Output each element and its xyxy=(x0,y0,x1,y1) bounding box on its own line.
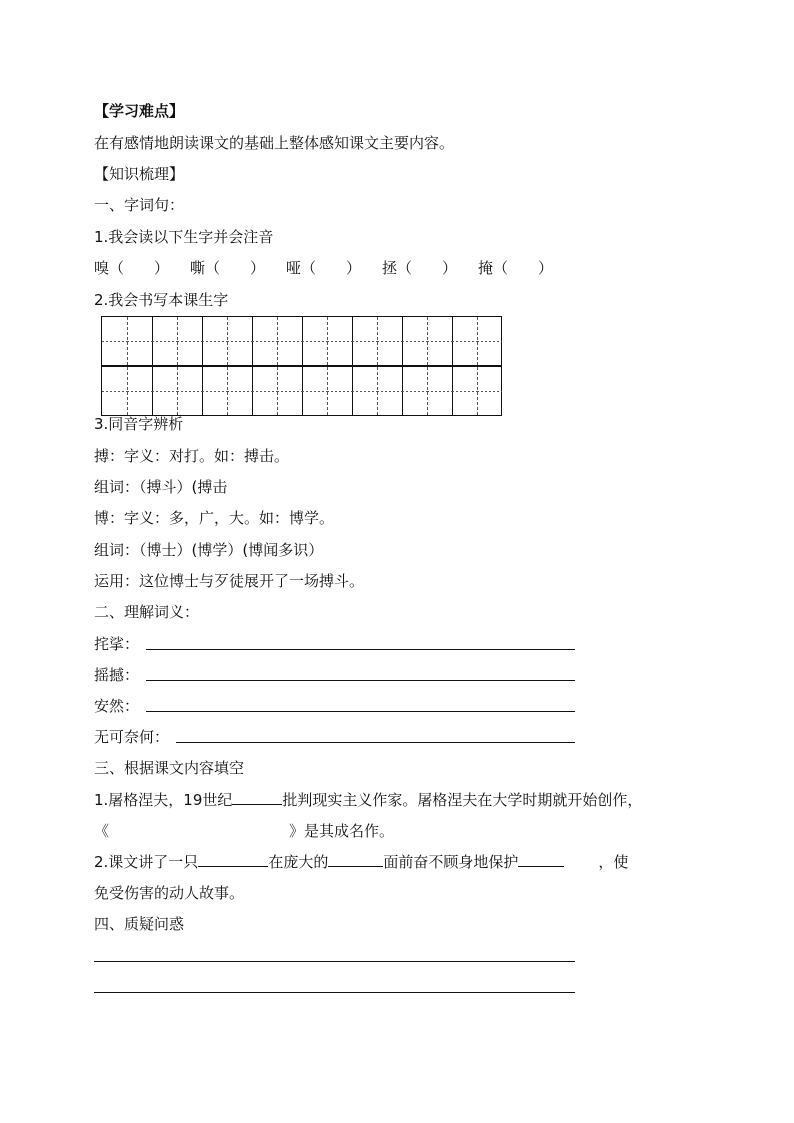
section1-title: 一、字词句： xyxy=(94,196,185,214)
grid-cell[interactable] xyxy=(377,367,403,415)
bo2-definition: 博：字义：多，广，大。如：博学。 xyxy=(94,509,335,527)
fill-blank[interactable] xyxy=(232,790,282,805)
fill-blank[interactable] xyxy=(328,852,383,867)
grid-cell[interactable] xyxy=(377,317,403,365)
grid-cell[interactable] xyxy=(427,317,453,365)
grid-cell[interactable] xyxy=(477,367,502,415)
grid-cell[interactable] xyxy=(452,317,478,365)
vocab-label: 安然： xyxy=(94,697,140,715)
question-answer-line[interactable] xyxy=(94,992,575,993)
item2-title: 2.我会书写本课生字 xyxy=(94,291,229,309)
pinyin-item: 拯（ ） xyxy=(382,259,458,277)
difficulty-text: 在有感情地朗读课文的基础上整体感知课文主要内容。 xyxy=(94,134,455,152)
grid-cell[interactable] xyxy=(427,367,453,415)
grid-cell[interactable] xyxy=(277,367,303,415)
section3-title: 三、根据课文内容填空 xyxy=(94,759,245,777)
vocab-label: 摇撼： xyxy=(94,666,140,684)
section4-title: 四、质疑问惑 xyxy=(94,915,185,933)
grid-row xyxy=(101,316,502,366)
grid-cell[interactable] xyxy=(277,317,303,365)
grid-cell[interactable] xyxy=(227,367,253,415)
pinyin-row xyxy=(94,258,574,278)
grid-cell[interactable] xyxy=(452,367,478,415)
vocab-answer-line[interactable] xyxy=(146,649,575,650)
vocab-label: 无可奈何： xyxy=(94,728,170,746)
grid-cell[interactable] xyxy=(202,367,228,415)
vocab-label: 挓挲： xyxy=(94,635,140,653)
fill-blank[interactable] xyxy=(198,852,268,867)
heading-difficulty: 【学习难点】 xyxy=(94,102,185,120)
grid-cell[interactable] xyxy=(127,317,153,365)
grid-cell[interactable] xyxy=(327,367,353,415)
fill2-line1: 2.课文讲了一只 在庞大的 面前奋不顾身地保护 ，使 xyxy=(94,853,629,871)
vocab-answer-line[interactable] xyxy=(176,742,575,743)
item3-title: 3.同音字辨析 xyxy=(94,415,184,433)
pinyin-char: 拯 xyxy=(382,259,398,277)
grid-cell[interactable] xyxy=(302,317,328,365)
fill1-line1: 1.屠格涅夫，19世纪 批判现实主义作家。屠格涅夫在大学时期就开始创作， xyxy=(94,791,643,809)
bo1-words: 组词：（搏斗）(搏击 xyxy=(94,478,228,496)
grid-cell[interactable] xyxy=(302,367,328,415)
grid-cell[interactable] xyxy=(102,367,128,415)
grid-cell[interactable] xyxy=(477,317,502,365)
grid-cell[interactable] xyxy=(352,317,378,365)
pinyin-char: 哑 xyxy=(286,259,302,277)
grid-row xyxy=(101,366,502,416)
pinyin-item: 掩（ ） xyxy=(478,259,554,277)
pinyin-item: 嗅（ ） xyxy=(94,259,170,277)
grid-cell[interactable] xyxy=(227,317,253,365)
pinyin-char: 嗅 xyxy=(94,259,110,277)
pinyin-item: 哑（ ） xyxy=(286,259,362,277)
usage-sentence: 运用：这位博士与歹徒展开了一场搏斗。 xyxy=(94,572,365,590)
bo2-words: 组词：（博士）(博学）(博闻多识） xyxy=(94,541,324,559)
vocab-answer-line[interactable] xyxy=(146,711,575,712)
fill2-line2: 免受伤害的动人故事。 xyxy=(94,884,245,902)
pinyin-item: 嘶（ ） xyxy=(190,259,266,277)
fill1-line2: 《 》是其成名作。 xyxy=(94,822,395,840)
grid-cell[interactable] xyxy=(152,317,178,365)
grid-cell[interactable] xyxy=(352,367,378,415)
grid-cell[interactable] xyxy=(177,367,203,415)
heading-knowledge: 【知识梳理】 xyxy=(94,165,185,183)
vocab-answer-line[interactable] xyxy=(146,680,575,681)
grid-cell[interactable] xyxy=(252,317,278,365)
grid-cell[interactable] xyxy=(152,367,178,415)
grid-cell[interactable] xyxy=(202,317,228,365)
fill-blank[interactable] xyxy=(518,852,564,867)
pinyin-char: 嘶 xyxy=(190,259,206,277)
pinyin-char: 掩 xyxy=(478,259,494,277)
question-answer-line[interactable] xyxy=(94,961,575,962)
section2-title: 二、理解词义： xyxy=(94,603,200,621)
grid-cell[interactable] xyxy=(327,317,353,365)
grid-cell[interactable] xyxy=(177,317,203,365)
grid-cell[interactable] xyxy=(402,367,428,415)
bo1-definition: 搏：字义：对打。如：搏击。 xyxy=(94,447,290,465)
grid-cell[interactable] xyxy=(252,367,278,415)
grid-cell[interactable] xyxy=(402,317,428,365)
grid-cell[interactable] xyxy=(127,367,153,415)
writing-grid xyxy=(101,316,502,416)
grid-cell[interactable] xyxy=(102,317,128,365)
item1-title: 1.我会读以下生字并会注音 xyxy=(94,228,274,246)
